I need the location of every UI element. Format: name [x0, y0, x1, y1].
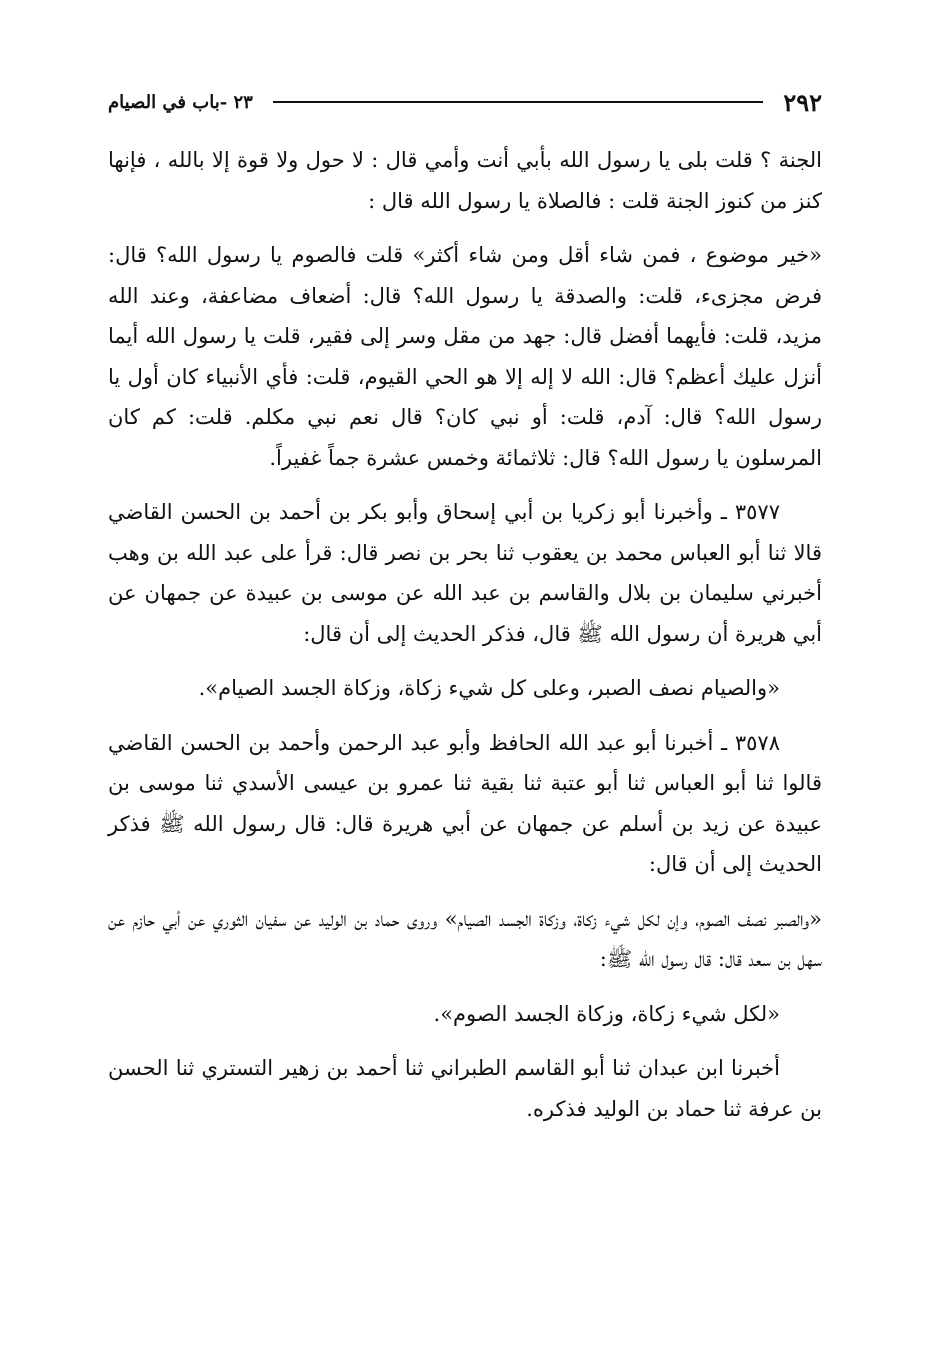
header-rule	[273, 101, 764, 103]
paragraph-hadith-quote: «خير موضوع ، فمن شاء أقل ومن شاء أكثر» قلت فالصوم يا رسول الله؟ قال: فرض مجزىء، قلت: والصدقة يا رسول الله؟ قال: أضعاف مضاعفة، وعند الله مزيد، قلت: فأيهما أفضل قال: جهد من مقل وسر إلى فقير، قلت يا رسول الله أيما أنزل عليك أعظم؟ قال: الله لا إله إلا هو الحي القيوم، قلت: فأي الأنبياء كان أول يا رسول الله؟ قال: آدم، قلت: أو نبي كان؟ قال نعم نبي مكلم. قلت: كم كان المرسلون يا رسول الله؟ قال: ثلاثمائة وخمس عشرة جماً غفيراً.	[108, 243, 822, 470]
chapter-title: ٢٣ -باب في الصيام	[108, 91, 253, 113]
page-number: ٢٩٢	[783, 87, 822, 117]
paragraph-hadith-3577: ٣٥٧٧ ـ وأخبرنا أبو زكريا بن أبي إسحاق وأبو بكر بن أحمد بن الحسن القاضي قالا ثنا أبو العباس محمد بن يعقوب ثنا بحر بن نصر قال: قرأ على عبد الله بن وهب أخبرني سليمان بن بلال والقاسم بن عبد الله عن موسى بن عبيدة عن جمهان عن أبي هريرة أن رسول الله ﷺ قال، فذكر الحديث إلى أن قال:	[108, 500, 822, 646]
paragraph-quote-zakat-body: «لكل شيء زكاة، وزكاة الجسد الصوم».	[433, 1001, 780, 1026]
paragraph-quote-fasting-half-patience: «والصيام نصف الصبر، وعلى كل شيء زكاة، وزكاة الجسد الصيام».	[198, 676, 780, 700]
paragraph-quote-patience-half-fasting: «والصبر نصف الصوم، وإن لكل شيء زكاة، وزكاة الجسد الصيام» وروى حماد بن الوليد عن سفيان الثوري عن أبي حازم عن سهل بن سعد قال: قال رسول الله ﷺ:	[108, 906, 822, 971]
paragraph-continuation: الجنة ؟ قلت بلى يا رسول الله بأبي أنت وأمي قال : لا حول ولا قوة إلا بالله ، فإنها كنز من كنوز الجنة قلت : فالصلاة يا رسول الله قال :	[108, 148, 822, 213]
paragraph-hadith-3578: ٣٥٧٨ ـ أخبرنا أبو عبد الله الحافظ وأبو عبد الرحمن وأحمد بن الحسن القاضي قالوا ثنا أبو العباس ثنا أبو عتبة ثنا بقية ثنا عمرو بن عيسى الأسدي ثنا موسى بن عبيدة عن زيد بن أسلم عن جمهان عن أبي هريرة قال: قال رسول الله ﷺ فذكر الحديث إلى أن قال:	[108, 730, 822, 876]
paragraph-chain-ibn-abdan: أخبرنا ابن عبدان ثنا أبو القاسم الطبراني ثنا أحمد بن زهير التستري ثنا الحسن بن عرفة ثنا حماد بن الوليد فذكره.	[108, 1056, 822, 1121]
page-body	[108, 140, 822, 1129]
page-header	[108, 82, 822, 122]
